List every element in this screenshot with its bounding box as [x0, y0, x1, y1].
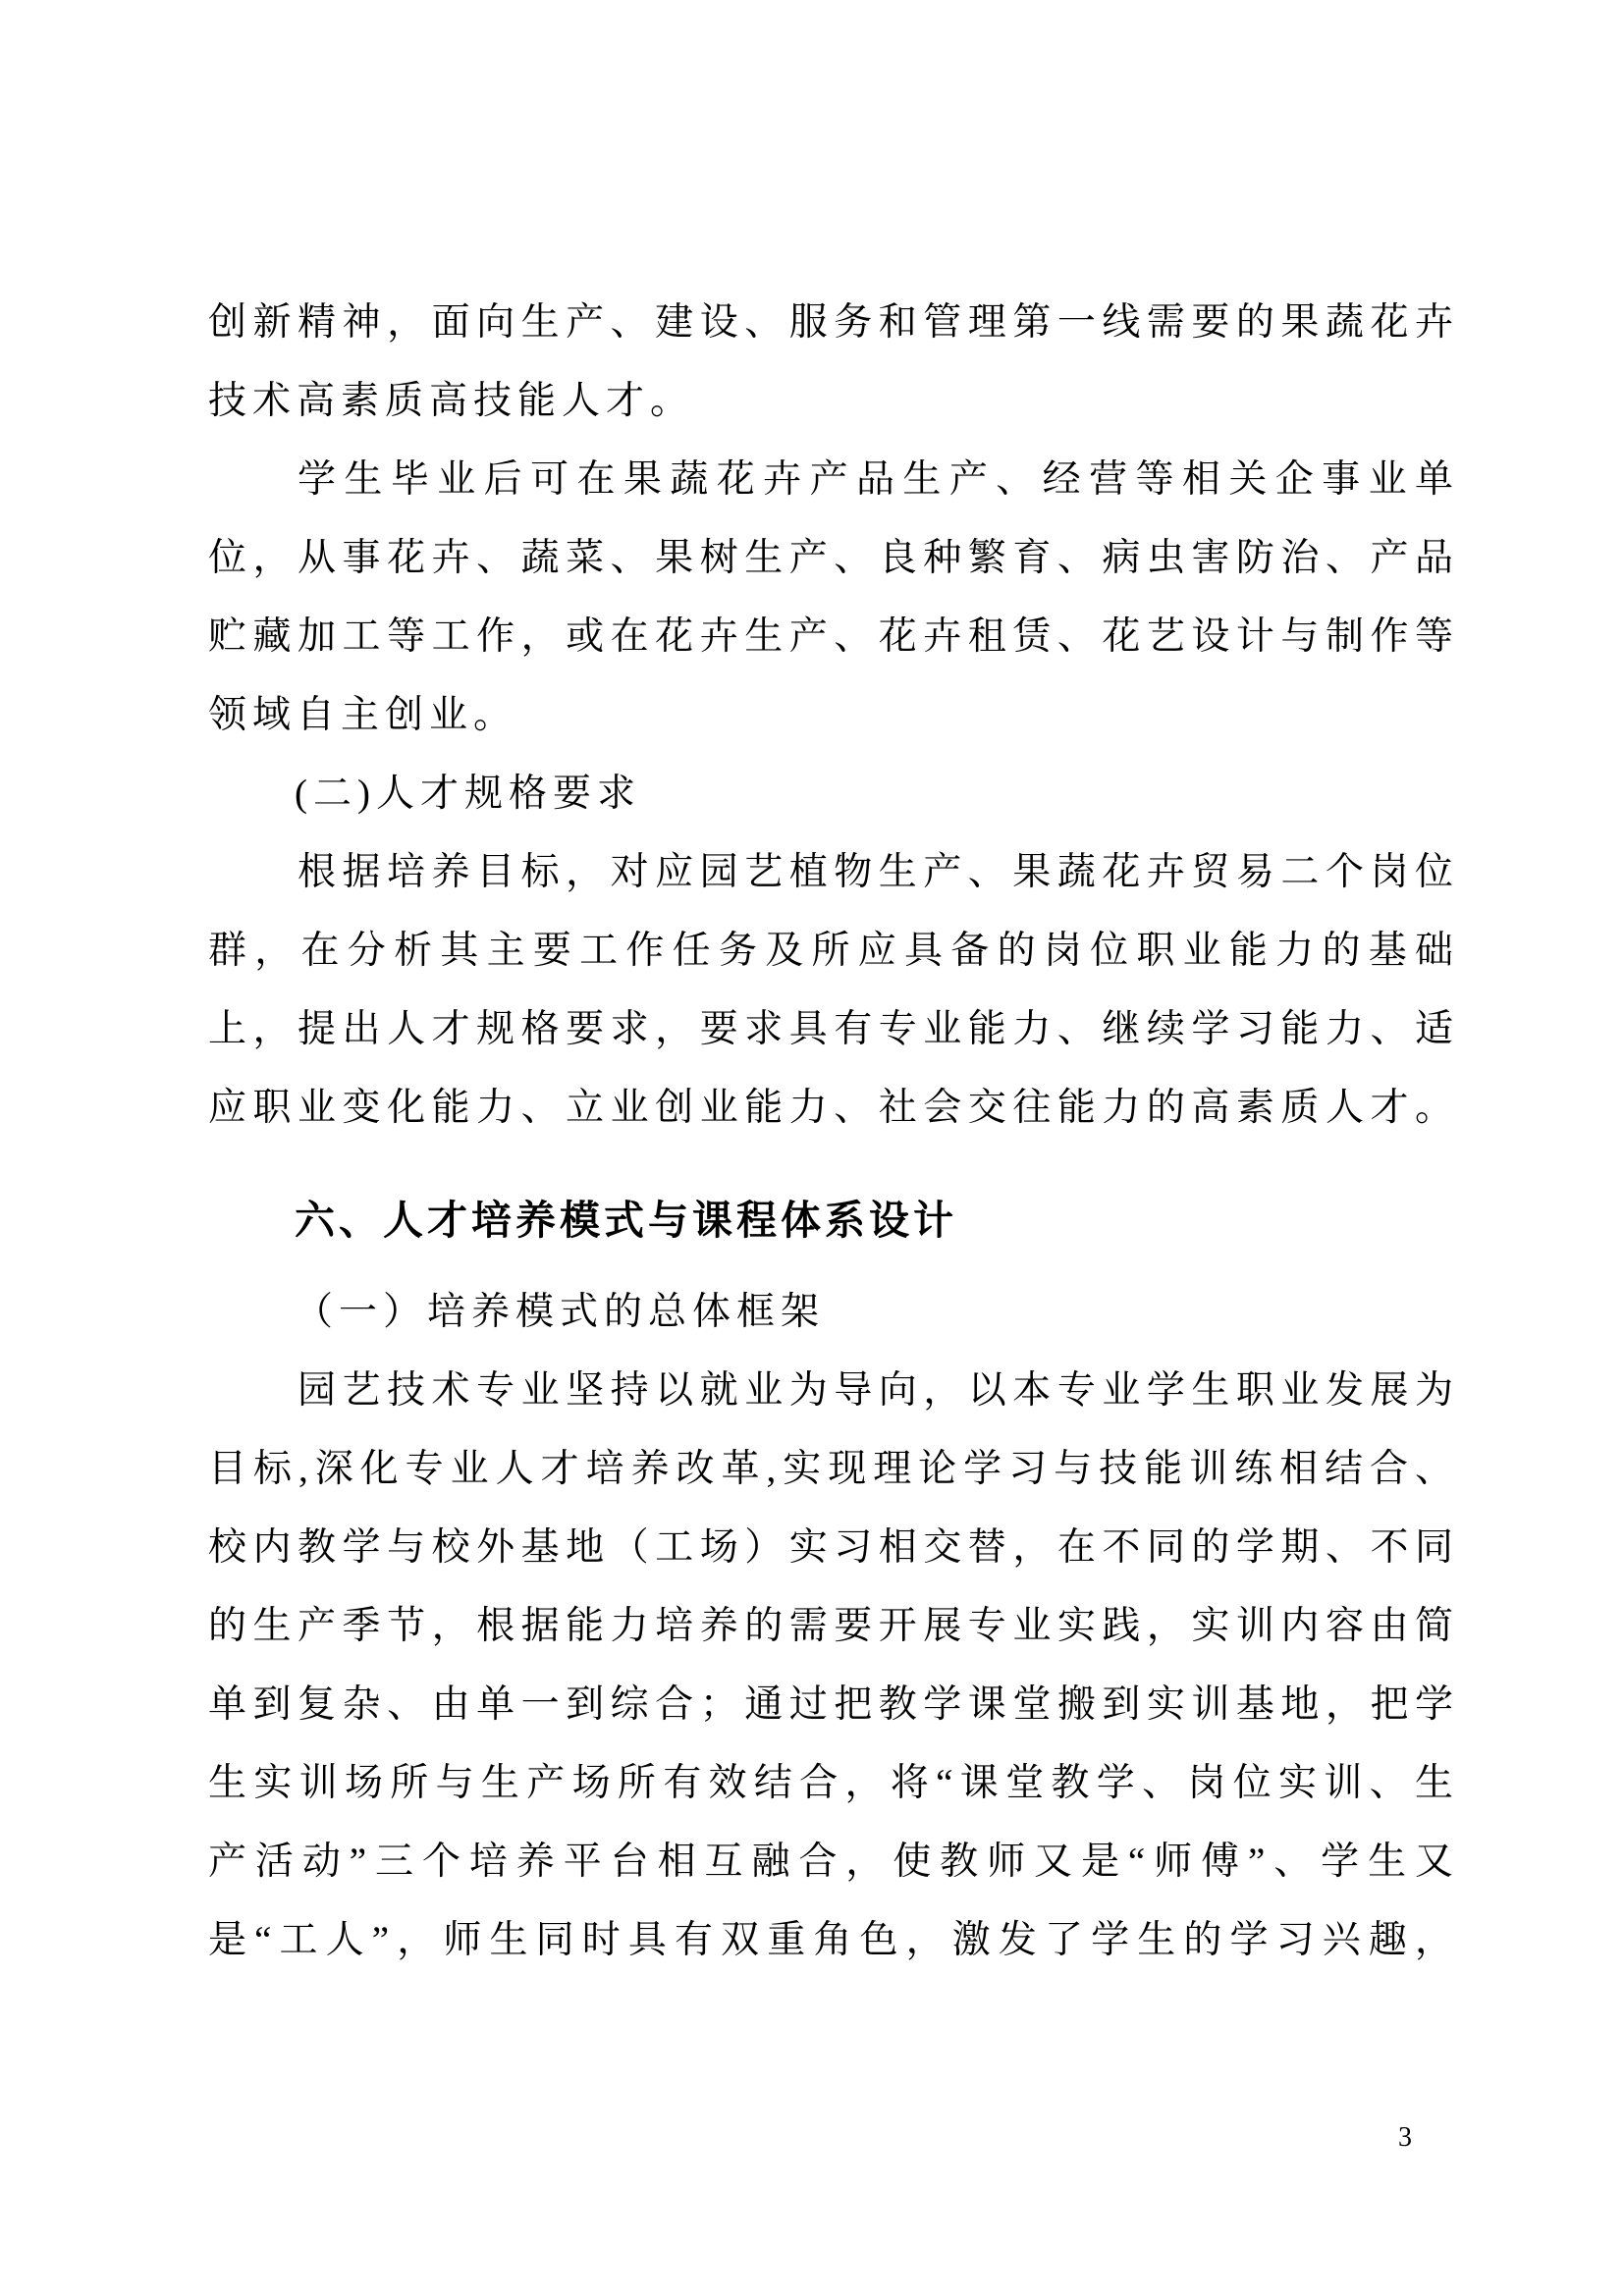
page-number: 3 — [1398, 2122, 1412, 2153]
text-line: 校内教学与校外基地（工场）实习相交替，在不同的学期、不同 — [208, 1526, 1459, 1569]
text-line: 学生毕业后可在果蔬花卉产品生产、经营等相关企事业单 — [298, 458, 1459, 501]
text-line: 技术高素质高技能人才。 — [208, 380, 695, 422]
text-line: 群，在分析其主要工作任务及所应具备的岗位职业能力的基础 — [208, 930, 1459, 972]
subsection-heading: （一）培养模式的总体框架 — [295, 1291, 826, 1333]
text-line: 贮藏加工等工作，或在花卉生产、花卉租赁、花艺设计与制作等 — [208, 615, 1459, 658]
text-line: 应职业变化能力、立业创业能力、社会交往能力的高素质人才。 — [208, 1087, 1459, 1129]
text-line: 上，提出人才规格要求，要求具有专业能力、继续学习能力、适 — [208, 1008, 1459, 1050]
text-line: 是“工人”，师生同时具有双重角色，激发了学生的学习兴趣， — [208, 1919, 1459, 1961]
text-line: 位，从事花卉、蔬菜、果树生产、良种繁育、病虫害防治、产品 — [208, 537, 1459, 579]
text-line: 生实训场所与生产场所有效结合，将“课堂教学、岗位实训、生 — [208, 1762, 1459, 1804]
section-heading: 六、人才培养模式与课程体系设计 — [295, 1198, 957, 1243]
text-line: 单到复杂、由单一到综合；通过把教学课堂搬到实训基地，把学 — [208, 1683, 1459, 1726]
subsection-heading: (二)人才规格要求 — [295, 773, 641, 815]
text-line: 园艺技术专业坚持以就业为导向，以本专业学生职业发展为 — [298, 1369, 1459, 1412]
text-line: 目标,深化专业人才培养改革,实现理论学习与技能训练相结合、 — [208, 1448, 1459, 1490]
text-line: 产活动”三个培养平台相互融合，使教师又是“师傅”、学生又 — [208, 1841, 1459, 1883]
text-line: 的生产季节，根据能力培养的需要开展专业实践，实训内容由简 — [208, 1605, 1459, 1647]
text-line: 根据培养目标，对应园艺植物生产、果蔬花卉贸易二个岗位 — [298, 851, 1459, 893]
page-body-text — [208, 284, 1459, 1980]
text-line: 创新精神，面向生产、建设、服务和管理第一线需要的果蔬花卉 — [208, 301, 1459, 344]
text-line: 领域自主创业。 — [208, 694, 518, 736]
